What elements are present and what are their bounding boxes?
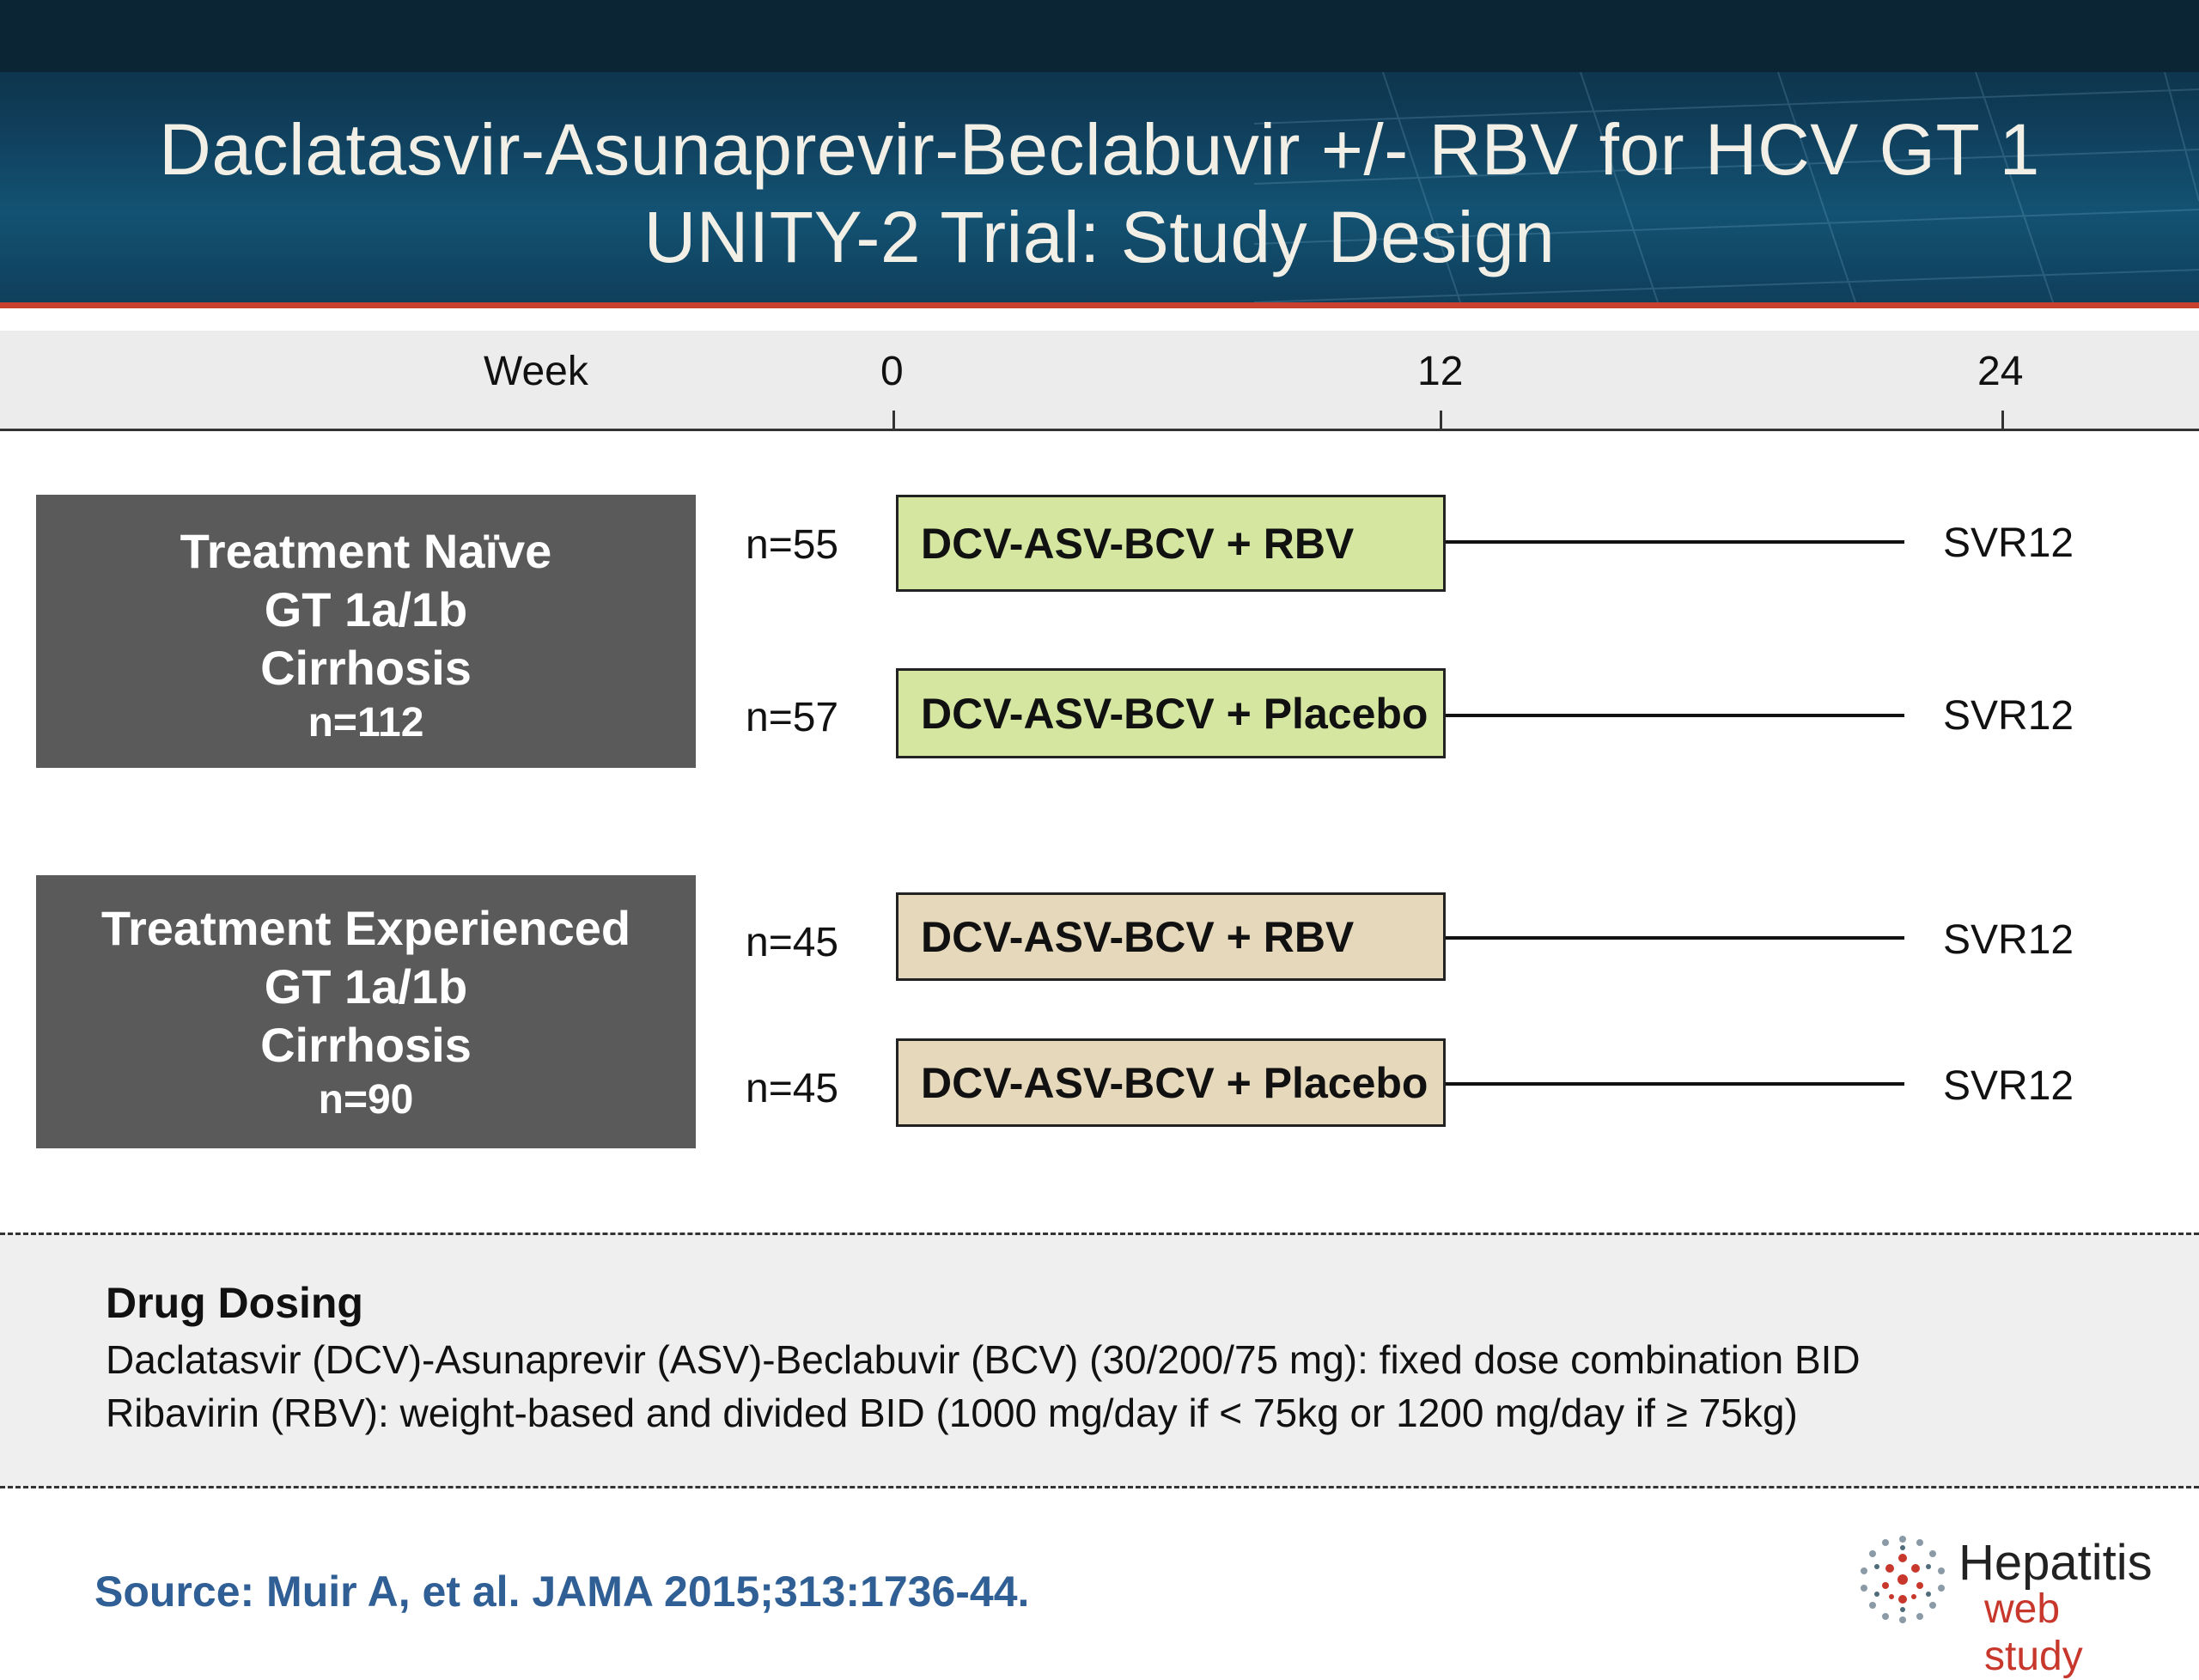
group-label-line: Cirrhosis xyxy=(260,641,472,695)
arm-regimen-label: DCV-ASV-BCV + RBV xyxy=(921,519,1355,568)
drug-dosing-panel xyxy=(0,1233,2199,1488)
group-sample-size: n=90 xyxy=(318,1077,414,1123)
follow-up-line xyxy=(1446,714,1904,717)
week-tick-0 xyxy=(892,411,895,429)
arm-regimen-label: DCV-ASV-BCV + RBV xyxy=(921,912,1355,961)
outcome-label: SVR12 xyxy=(1943,693,2074,739)
week-tick-24 xyxy=(2001,411,2004,429)
group-label-line: GT 1a/1b xyxy=(264,959,468,1013)
logo-dots-icon xyxy=(1855,1532,1950,1627)
banner-accent-line xyxy=(0,302,2199,308)
source-citation: Source: Muir A, et al. JAMA 2015;313:1736-44. xyxy=(94,1567,1030,1616)
outcome-label: SVR12 xyxy=(1943,1063,2074,1109)
arm-box-naive-placebo xyxy=(896,668,1446,758)
dosing-line-rbv: Ribavirin (RBV): weight-based and divided BID (1000 mg/day if < 75kg or 1200 mg/day if ≥ 75kg) xyxy=(106,1391,1798,1435)
week-tick-label-0: 0 xyxy=(880,349,904,394)
follow-up-line xyxy=(1446,936,1904,940)
dosing-line-dcv-asv-bcv: Daclatasvir (DCV)-Asunaprevir (ASV)-Beclabuvir (BCV) (30/200/75 mg): fixed dose combination BID xyxy=(106,1337,1861,1382)
week-axis-label: Week xyxy=(484,349,588,394)
outcome-label: SVR12 xyxy=(1943,917,2074,963)
arm-sample-size: n=45 xyxy=(746,920,839,965)
logo-text-web-study: web study xyxy=(1984,1586,2083,1679)
group-sample-size: n=112 xyxy=(308,700,424,746)
group-label-line: Cirrhosis xyxy=(260,1018,472,1072)
hepatitis-web-study-logo xyxy=(1855,1529,2165,1679)
group-box-treatment-experienced xyxy=(36,875,696,1148)
logo-text-hepatitis: Hepatitis xyxy=(1958,1535,2153,1591)
follow-up-line xyxy=(1446,1082,1904,1086)
week-axis-line xyxy=(0,429,2199,431)
slide-title-line-1: Daclatasvir-Asunaprevir-Beclabuvir +/- RBV for HCV GT 1 xyxy=(159,109,2040,190)
arm-regimen-label: DCV-ASV-BCV + Placebo xyxy=(921,689,1428,738)
group-label-line: Treatment Naïve xyxy=(180,524,552,578)
arm-box-experienced-placebo xyxy=(896,1038,1446,1127)
follow-up-line xyxy=(1446,540,1904,544)
week-tick-label-12: 12 xyxy=(1417,349,1464,394)
drug-dosing-title: Drug Dosing xyxy=(106,1279,363,1327)
outcome-label: SVR12 xyxy=(1943,520,2074,566)
group-label-line: GT 1a/1b xyxy=(264,582,468,636)
week-timeline-band xyxy=(0,331,2199,430)
arm-box-naive-rbv xyxy=(896,495,1446,592)
banner-top-band xyxy=(0,0,2199,72)
slide-title-line-2: UNITY-2 Trial: Study Design xyxy=(643,197,1556,277)
group-box-treatment-naive xyxy=(36,495,696,768)
group-label-line: Treatment Experienced xyxy=(101,901,631,955)
week-tick-label-24: 24 xyxy=(1977,349,2024,394)
arm-sample-size: n=45 xyxy=(746,1066,839,1111)
title-banner xyxy=(0,0,2199,302)
week-tick-12 xyxy=(1440,411,1442,429)
arm-regimen-label: DCV-ASV-BCV + Placebo xyxy=(921,1058,1428,1107)
arm-box-experienced-rbv xyxy=(896,892,1446,981)
arm-sample-size: n=55 xyxy=(746,522,839,568)
arm-sample-size: n=57 xyxy=(746,695,839,740)
